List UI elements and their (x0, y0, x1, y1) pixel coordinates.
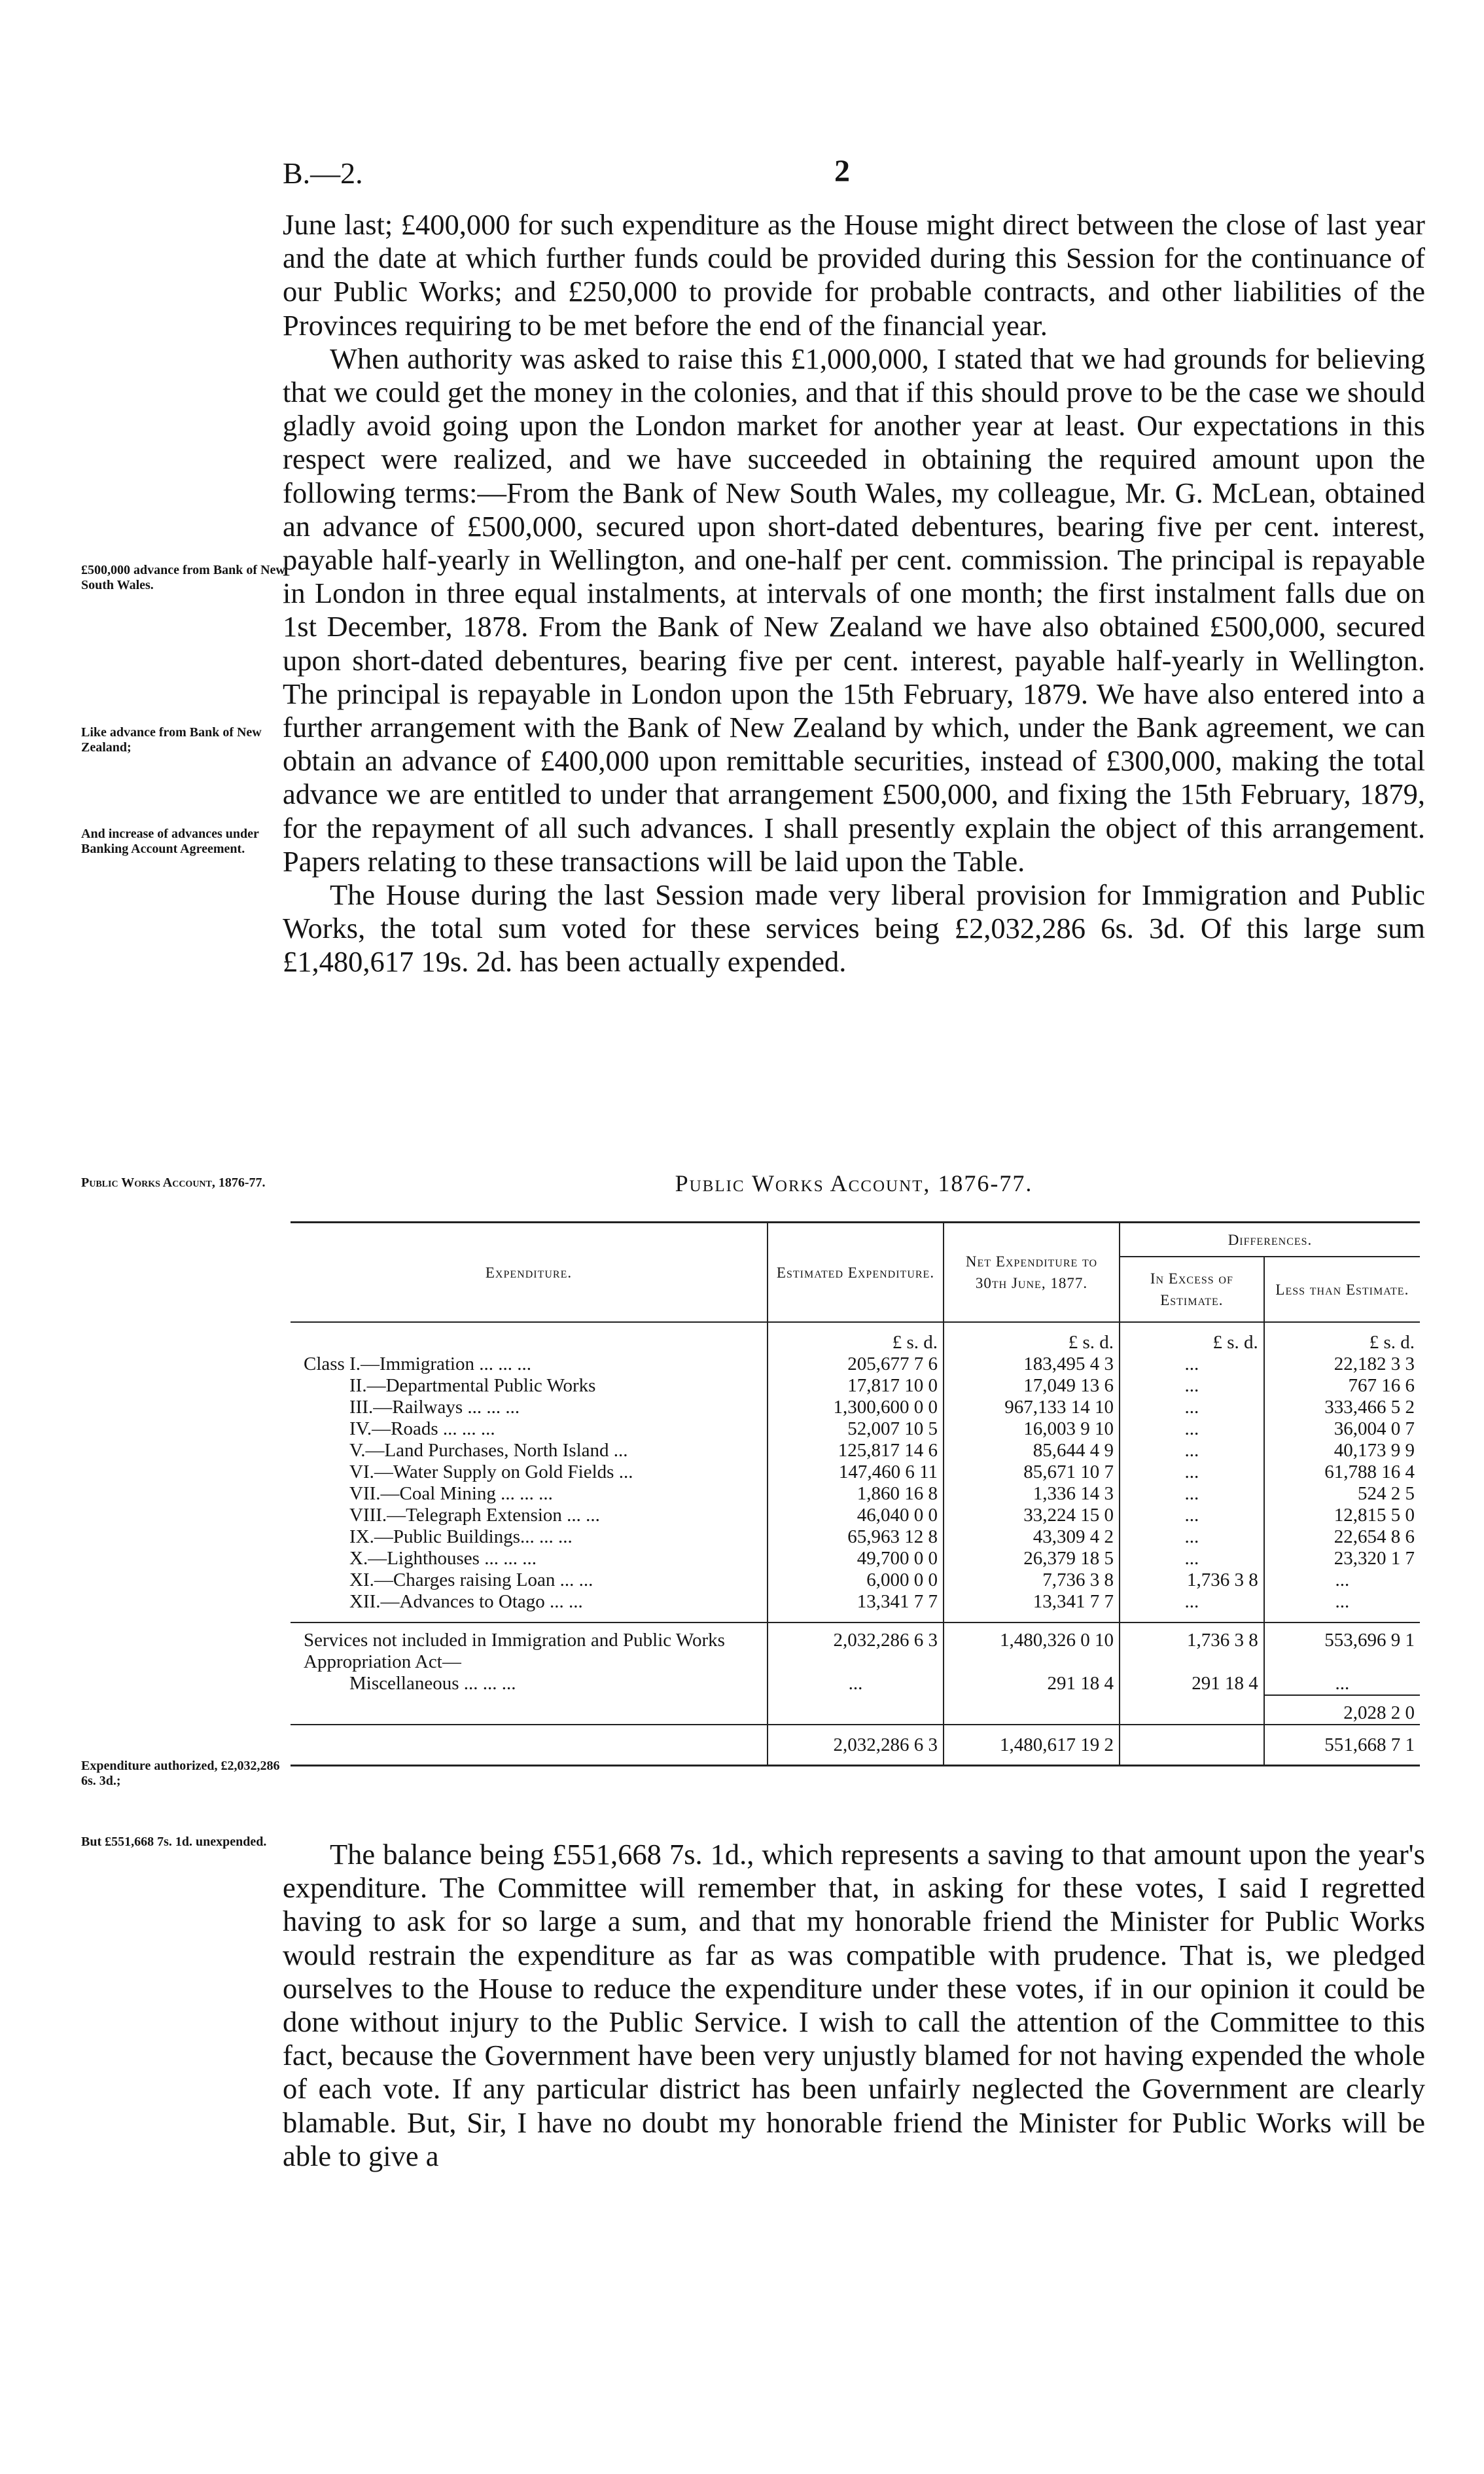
total-est: 2,032,286 6 3 (768, 1725, 944, 1766)
cell-label: VII.—Coal Mining ... ... ... (349, 1483, 553, 1504)
unit-label: £ s. d. (1264, 1332, 1420, 1354)
public-works-table (291, 1221, 1420, 1806)
paragraph: The balance being £551,668 7s. 1d., which represents a saving to that amount upon the year's expenditure. The Committee will remember that, in asking for these votes, I said I regretted having to ask for so large a sum, and that my honorable friend the Minister for Public Works would restrain the expenditure as far as was compatible with prudence. That is, we pledged ourselves to the House to reduce the expenditure under these votes, if in our opinion it could be done without injury to the Public Service. I wish to call the attention of the Committee to this fact, because the Government have been very unjustly blamed for not having expended the whole of each vote. If any particular district has been unfairly neglected the Government are clearly blamable. But, Sir, I have no doubt my honorable friend the Minister for Public Works will be able to give a (283, 1838, 1425, 2172)
page-number: 2 (834, 154, 850, 188)
body-upper (283, 208, 1425, 979)
cell-less: 40,173 9 9 (1264, 1440, 1420, 1461)
sidenote: Like advance from Bank of New Zealand; (81, 725, 262, 755)
cell-est: 49,700 0 0 (768, 1548, 944, 1569)
misc-exc: 291 18 4 (1120, 1673, 1264, 1695)
table-row (291, 1526, 1420, 1548)
header-expenditure: Expenditure. (291, 1223, 768, 1323)
cell-exc: ... (1120, 1418, 1264, 1440)
sidenote: And increase of advances under Banking Account Agreement. (81, 827, 259, 856)
cell-label: VI.—Water Supply on Gold Fields ... (349, 1461, 633, 1482)
cell-est: 46,040 0 0 (768, 1505, 944, 1526)
misc-est: ... (768, 1673, 944, 1695)
subtotal-less: 553,696 9 1 (1264, 1622, 1420, 1673)
cell-less: 22,182 3 3 (1264, 1354, 1420, 1375)
cell-net: 26,379 18 5 (944, 1548, 1120, 1569)
misc-label: Miscellaneous ... ... ... (349, 1673, 516, 1694)
cell-est: 1,860 16 8 (768, 1483, 944, 1505)
cell-net: 7,736 3 8 (944, 1569, 1120, 1591)
cell-label: II.—Departmental Public Works (349, 1375, 596, 1396)
cell-exc: ... (1120, 1375, 1264, 1397)
cell-exc: ... (1120, 1591, 1264, 1613)
cell-net: 43,309 4 2 (944, 1526, 1120, 1548)
subtotal-est: 2,032,286 6 3 (768, 1622, 944, 1673)
cell-exc: 1,736 3 8 (1120, 1569, 1264, 1591)
cell-net: 1,336 14 3 (944, 1483, 1120, 1505)
cell-exc: ... (1120, 1483, 1264, 1505)
cell-est: 125,817 14 6 (768, 1440, 944, 1461)
cell-less: 524 2 5 (1264, 1483, 1420, 1505)
header-estimated: Estimated Expenditure. (768, 1223, 944, 1323)
cell-less: 36,004 0 7 (1264, 1418, 1420, 1440)
body-lower (283, 1838, 1425, 2173)
paragraph: The House during the last Session made very liberal provision for Immigration and Public Works, the total sum voted for these services being £2,032,286 6s. 3d. Of this large sum £1,480,617 19s. 2d. has been actually expended. (283, 878, 1425, 978)
cell-label: XI.—Charges raising Loan ... ... (349, 1569, 593, 1590)
cell-exc: ... (1120, 1548, 1264, 1569)
cell-exc: ... (1120, 1526, 1264, 1548)
cell-label: VIII.—Telegraph Extension ... ... (349, 1505, 600, 1526)
cell-less: 767 16 6 (1264, 1375, 1420, 1397)
table-row (291, 1591, 1420, 1613)
table-row (291, 1461, 1420, 1483)
cell-label: III.—Railways ... ... ... (349, 1397, 520, 1418)
subtotal-exc: 1,736 3 8 (1120, 1622, 1264, 1673)
cell-less: ... (1264, 1591, 1420, 1613)
cell-label: X.—Lighthouses ... ... ... (349, 1548, 537, 1569)
cell-label: IX.—Public Buildings... ... ... (349, 1526, 573, 1547)
unit-label: £ s. d. (768, 1332, 944, 1354)
paragraph: June last; £400,000 for such expenditure as the House might direct between the close of last year and the date at which further funds could be provided during this Session for the continuance of our Public Works; and £250,000 to provide for probable contracts, and other liabilities of the Provinces requiring to be met before the end of the financial year. (283, 208, 1425, 342)
header-excess: In Excess of Estimate. (1120, 1257, 1264, 1322)
table-row (291, 1440, 1420, 1461)
cell-est: 13,341 7 7 (768, 1591, 944, 1613)
sidenote: But £551,668 7s. 1d. unexpended. (81, 1835, 267, 1849)
table-row (291, 1354, 1420, 1375)
cell-less: 22,654 8 6 (1264, 1526, 1420, 1548)
table-row (291, 1397, 1420, 1418)
cell-est: 52,007 10 5 (768, 1418, 944, 1440)
total-less: 551,668 7 1 (1264, 1725, 1420, 1766)
header-differences: Differences. (1120, 1223, 1420, 1257)
cell-exc: ... (1120, 1461, 1264, 1483)
cell-net: 13,341 7 7 (944, 1591, 1120, 1613)
paragraph: When authority was asked to raise this £1,000,000, I stated that we had grounds for believing that we could get the money in the colonies, and that if this should prove to be the case we should gladly avoid going upon the London market for another year at least. Our expectations in this respect were realized, and we have succeeded in obtaining the required amount upon the following terms:—From the Bank of New South Wales, my colleague, Mr. G. McLean, obtained an advance of £500,000, secured upon short-dated debentures, bearing five per cent. interest, payable half-yearly in Wellington, and one-half per cent. commission. The principal is repayable in London in three equal instalments, at intervals of one month; the first instalment falls due on 1st December, 1878. From the Bank of New Zealand we have also obtained £500,000, secured upon short-dated debentures, bearing five per cent. interest, payable half-yearly in Wellington. The principal is repayable in London upon the 15th February, 1879. We have also entered into a further arrangement with the Bank of New Zealand by which, under the Bank agreement, we can obtain an advance of £400,000 upon remittable securities, instead of £300,000, making the total advance we are entitled to under that arrangement £500,000, and fixing the 15th February, 1879, for the repayment of all such advances. I shall presently explain the object of this arrangement. Papers relating to these transactions will be laid upon the Table. (283, 342, 1425, 878)
cell-less: ... (1264, 1569, 1420, 1591)
cell-exc: ... (1120, 1354, 1264, 1375)
cell-est: 65,963 12 8 (768, 1526, 944, 1548)
sidenote: £500,000 advance from Bank of New South Wales. (81, 563, 285, 592)
table-row (291, 1548, 1420, 1569)
cell-net: 17,049 13 6 (944, 1375, 1120, 1397)
cell-exc: ... (1120, 1397, 1264, 1418)
table-row (291, 1569, 1420, 1591)
table-row (291, 1505, 1420, 1526)
subtotal-net: 1,480,326 0 10 (944, 1622, 1120, 1673)
cell-exc: ... (1120, 1440, 1264, 1461)
cell-net: 33,224 15 0 (944, 1505, 1120, 1526)
unit-label: £ s. d. (944, 1332, 1120, 1354)
table-row (291, 1483, 1420, 1505)
cell-est: 147,460 6 11 (768, 1461, 944, 1483)
table-row (291, 1418, 1420, 1440)
services-label: Services not included in Immigration and Public Works Appropriation Act— (291, 1622, 768, 1673)
misc-less: ... (1264, 1673, 1420, 1695)
cell-exc: ... (1120, 1505, 1264, 1526)
cell-less: 333,466 5 2 (1264, 1397, 1420, 1418)
cell-est: 17,817 10 0 (768, 1375, 944, 1397)
document-reference: B.—2. (283, 156, 363, 190)
misc-less-2: 2,028 2 0 (1264, 1695, 1420, 1725)
header-net: Net Expenditure to 30th June, 1877. (944, 1223, 1120, 1323)
unit-label: £ s. d. (1120, 1332, 1264, 1354)
cell-est: 205,677 7 6 (768, 1354, 944, 1375)
cell-net: 85,644 4 9 (944, 1440, 1120, 1461)
sidenote: Expenditure authorized, £2,032,286 6s. 3d.; (81, 1759, 280, 1788)
cell-net: 183,495 4 3 (944, 1354, 1120, 1375)
cell-less: 23,320 1 7 (1264, 1548, 1420, 1569)
cell-net: 967,133 14 10 (944, 1397, 1120, 1418)
total-exc (1120, 1725, 1264, 1766)
cell-less: 61,788 16 4 (1264, 1461, 1420, 1483)
cell-less: 12,815 5 0 (1264, 1505, 1420, 1526)
total-net: 1,480,617 19 2 (944, 1725, 1120, 1766)
cell-est: 1,300,600 0 0 (768, 1397, 944, 1418)
cell-label: IV.—Roads ... ... ... (349, 1418, 495, 1439)
misc-net: 291 18 4 (944, 1673, 1120, 1695)
table-row (291, 1375, 1420, 1397)
cell-label: XII.—Advances to Otago ... ... (349, 1591, 583, 1612)
table-title: Public Works Account, 1876-77. (675, 1170, 1033, 1196)
cell-label: Class I.—Immigration ... ... ... (304, 1354, 531, 1374)
cell-est: 6,000 0 0 (768, 1569, 944, 1591)
cell-net: 16,003 9 10 (944, 1418, 1120, 1440)
sidenote: Public Works Account, 1876-77. (81, 1175, 266, 1190)
header-less: Less than Estimate. (1264, 1257, 1420, 1322)
cell-net: 85,671 10 7 (944, 1461, 1120, 1483)
cell-label: V.—Land Purchases, North Island ... (349, 1440, 628, 1461)
